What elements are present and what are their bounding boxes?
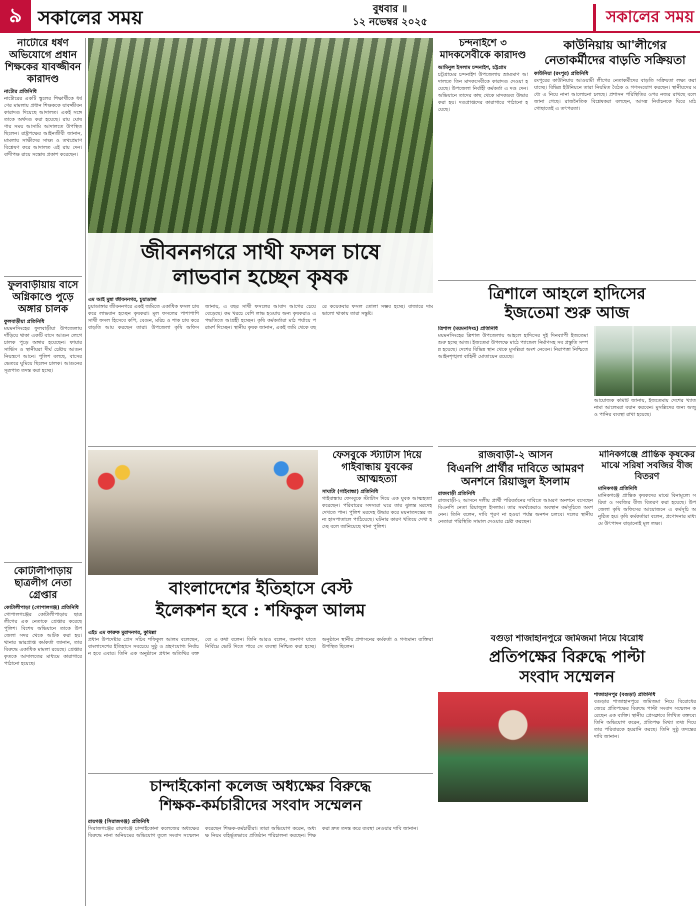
divider	[438, 280, 696, 281]
story-body: গোপালগঞ্জের কোটালীপাড়ায় ছাত্রলীগের এক নেতাকে গ্রেপ্তার করেছে পুলিশ। বিশেষ অভিযানে তাকে উপজেলা সদর থেকে আটক করা হয়। থানার ভারপ্রাপ্ত কর্মকর্তা জানান, তার বিরুদ্ধে একাধিক মামলা রয়েছে। গ্রেপ্তারকৃতকে আদালতের মাধ্যমে কারাগারে পাঠানো হয়েছে।	[4, 612, 82, 667]
dateline	[300, 3, 480, 29]
trishal-side-text: আয়োজক কমিটি জানায়, ইজতেমায় দেশের খ্যাতনামা আলেমরা বয়ান করবেন। মুসল্লিদের জন্য অজু ও পানির ব্যবস্থা রাখা হয়েছে।	[594, 398, 696, 418]
byline: রায়গঞ্জ (সিরাজগঞ্জ) প্রতিনিধি	[88, 819, 150, 825]
headline-line2: সংবাদ সম্মেলন	[519, 667, 615, 686]
story-body: নাটোরের একটি স্কুলের শিক্ষার্থীকে ধর্ষণের মামলায় প্রধান শিক্ষককে যাবজ্জীবন কারাদণ্ড দিয়েছে আদালত। একই সঙ্গে তাকে অর্থদণ্ড করা হয়েছে। রায় ঘোষণার সময় আসামি আদালতে উপস্থিত ছিলেন। রাষ্ট্রপক্ষের আইনজীবী জানান, মামলায় সাক্ষীদের সাক্ষ্য ও তথ্যপ্রমাণ বিশ্লেষণ করে আদালত এই রায় দেন। বাদীপক্ষ রায়ে সন্তোষ প্রকাশ করেছেন।	[4, 96, 82, 158]
headline: ফুলবাড়ীয়ায় বাসে অগ্নিকাণ্ডে পুড়ে অঙ্গার চালক	[7, 280, 79, 315]
divider	[4, 276, 82, 277]
page-number: ৯	[0, 0, 31, 31]
byline: এইচ এম ফারুক মুরাদনগর, কুমিল্লা	[88, 630, 157, 636]
column-rule	[85, 38, 86, 906]
story-chandanaish	[438, 38, 528, 276]
divider	[88, 446, 433, 447]
divider	[4, 562, 82, 563]
headline: কাউনিয়ায় আ'লীগের নেতাকর্মীদের বাড়তি সক্রিয়তা	[544, 38, 686, 67]
shafiqul-photo	[88, 450, 318, 575]
story-body: মানিকগঞ্জে প্রান্তিক কৃষকদের মাঝে বিনামূল্যে সরিষা ও সবজির বীজ বিতরণ করা হয়েছে। উপজেলা কৃষি অফিসের আয়োজনে এ কর্মসূচি অনুষ্ঠিত হয়। কৃষি কর্মকর্তারা বলেন, প্রণোদনার মাধ্যমে উৎপাদন বাড়ানোই মূল লক্ষ্য।	[598, 493, 696, 527]
headline: চন্দনাইশে ৩ মাদকসেবীকে কারাদণ্ড	[439, 38, 527, 61]
story-rajbari	[438, 450, 593, 630]
story-trishal	[438, 284, 696, 444]
headline: মানিকগঞ্জে প্রান্তিক কৃষকের মাঝে সরিষা সবজির বীজ বিতরণ	[599, 450, 695, 482]
byline: রাজবাড়ী প্রতিনিধি	[438, 491, 476, 497]
story-kaunia	[534, 38, 696, 276]
bogura-photo	[438, 692, 588, 802]
bogura-text	[594, 692, 696, 904]
story-body: সিরাজগঞ্জের রায়গঞ্জে চান্দাইকোনা কলেজের অধ্যক্ষের বিরুদ্ধে নানা অনিয়মের অভিযোগ তুলে সংবাদ সম্মেলন করেছেন শিক্ষক-কর্মচারীরা। তারা অভিযোগ করেন, অধ্যক্ষ নিয়ম বহির্ভূতভাবে প্রতিষ্ঠান পরিচালনা করছেন। শিক্ষকরা দ্রুত তদন্ত করে ব্যবস্থা নেওয়ার দাবি জানান।	[88, 826, 419, 839]
lead-body	[88, 297, 433, 443]
story-body: রাজবাড়ী-২ আসনে দলীয় প্রার্থী পরিবর্তনের দাবিতে আমরণ অনশনে বসেছেন বিএনপি নেতা রিয়াজুল ইসলাম। তার সমর্থকেরাও অবস্থান কর্মসূচিতে অংশ নেন। তিনি বলেন, দাবি পূরণ না হওয়া পর্যন্ত অনশন চলবে। দলের স্থানীয় নেতারা পরিস্থিতি সামাল দেওয়ার চেষ্টা করছেন।	[438, 498, 593, 525]
shafiqul-headline	[88, 578, 433, 626]
byline: শাজাহানপুর (বগুড়া) প্রতিনিধি	[594, 692, 656, 698]
lead-photo	[88, 38, 433, 293]
story-body: বগুড়ার শাজাহানপুরে জমিজমা নিয়ে বিরোধের জেরে প্রতিপক্ষের বিরুদ্ধে পাল্টা সংবাদ সম্মেলন করেছেন এক ব্যক্তি। স্থানীয় প্রেসক্লাবে লিখিত বক্তব্যে তিনি অভিযোগ করেন, প্রতিপক্ষ মিথ্যা তথ্য দিয়ে তার পরিবারকে হয়রানি করছে। তিনি সুষ্ঠু তদন্তের দাবি জানান।	[594, 699, 696, 740]
masthead-left: সকালের সময়	[38, 7, 143, 29]
headline-line1: বাংলাদেশের ইতিহাসে বেস্ট	[168, 579, 353, 599]
headline-line2: ইজতেমা শুরু আজ	[504, 303, 630, 322]
headline-line2: বিএনপি প্রার্থীর দাবিতে আমরণ	[447, 462, 584, 475]
headline-line1: চান্দাইকোনা কলেজ অধ্যক্ষের বিরুদ্ধে	[150, 777, 371, 795]
page-header	[0, 0, 700, 33]
story-kotalipara	[4, 566, 82, 906]
story-body: ময়মনসিংহের ত্রিশাল উপজেলায় আহলে হাদিসের দুই দিনব্যাপী ইজতেমা শুরু হচ্ছে আজ। ইজতেমা উপলক্ষে মাঠে প্যান্ডেল নির্মাণসহ সব প্রস্তুতি সম্পন্ন হয়েছে। দেশের বিভিন্ন স্থান থেকে মুসল্লিরা অংশ নেবেন। নিরাপত্তা নিশ্চিতে আইনশৃঙ্খলা বাহিনী মোতায়েন রয়েছে।	[438, 333, 588, 360]
date-label: ১২ নভেম্বর ২০২৫	[352, 17, 428, 28]
byline: আমিনুল ইসলাম চন্দনাইশ, চট্টগ্রাম	[438, 65, 507, 71]
headline-line2: শিক্ষক-কর্মচারীদের সংবাদ সম্মেলন	[159, 796, 362, 814]
headline: ফেসবুকে স্ট্যাটাস দিয়ে গাইবান্ধায় যুবকের আত্মহত্যা	[332, 450, 422, 485]
byline: কোটালীপাড়া (গোপালগঞ্জ) প্রতিনিধি	[4, 605, 79, 611]
headline-line2: ইলেকশন হবে : শফিকুল আলম	[155, 601, 366, 621]
divider	[88, 773, 433, 774]
shafiqul-body	[88, 630, 433, 770]
story-body: রংপুরের কাউনিয়ায় আওয়ামী লীগের নেতাকর্মীদের বাড়তি সক্রিয়তা লক্ষ্য করা যাচ্ছে। বিভিন্ন ইউনিয়নে তারা নিয়মিত বৈঠক ও গণসংযোগ করছেন। স্থানীয়দের মধ্যে এ নিয়ে নানা আলোচনা চলছে। প্রশাসন পরিস্থিতির ওপর নজর রাখছে বলে জানা গেছে। রাজনৈতিক বিশ্লেষকরা বলছেন, আসন্ন নির্বাচনকে ঘিরে মাঠ গোছাতেই এ তৎপরতা।	[534, 78, 696, 112]
story-body: চুয়াডাঙ্গার জীবননগরে একই জমিতে একাধিক ফসল চাষ করে লাভবান হচ্ছেন কৃষকরা। মূল ফসলের পাশাপাশি সাথী ফসল হিসেবে কপি, বেগুন, মরিচ ও শাক চাষ করে বাড়তি আয় করছেন তারা। উপজেলা কৃষি অফিস জানায়, এ বছর সাথী ফসলের আবাদ আগের চেয়ে বেড়েছে। কম খরচে বেশি লাভ হওয়ায় অন্য কৃষকরাও এ পদ্ধতিতে আগ্রহী হচ্ছেন। কৃষি কর্মকর্তারা মাঠ পর্যায়ে পরামর্শ দিচ্ছেন। স্থানীয় কৃষক জানান, একই জমি থেকে বছরে কয়েকবার ফসল তোলা সম্ভব হচ্ছে। বাজারে দাম ভালো থাকায় তারা সন্তুষ্ট।	[88, 304, 433, 331]
story-fulbari	[4, 280, 82, 558]
trishal-text	[438, 326, 588, 441]
story-natore	[4, 38, 82, 274]
divider	[438, 446, 696, 447]
story-body: চট্টগ্রামের চন্দনাইশ উপজেলায় ভ্রাম্যমাণ আদালতে তিন মাদকসেবীকে কারাদণ্ড দেওয়া হয়েছে। উপজেলা নির্বাহী কর্মকর্তা এ দণ্ড দেন। অভিযানে তাদের কাছ থেকে মাদকদ্রব্য উদ্ধার করা হয়। দণ্ডপ্রাপ্তদের কারাগারে পাঠানো হয়েছে।	[438, 72, 528, 113]
headline: নাটোরে ধর্ষণ অভিযোগে প্রধান শিক্ষকের যাবজ্জীবন কারাদণ্ড	[5, 38, 81, 85]
headline-line1: জীবননগরে সাথী ফসল চাষে	[140, 239, 381, 264]
byline: কাউনিয়া (রংপুর) প্রতিনিধি	[534, 71, 589, 77]
headline: কোটালীপাড়ায় ছাত্রলীগ নেতা গ্রেপ্তার	[13, 566, 73, 601]
story-body: গাইবান্ধায় ফেসবুকে স্ট্যাটাস দিয়ে এক যুবক আত্মহত্যা করেছেন। পরিবারের সদস্যরা ঘরে তার ঝুলন্ত মরদেহ দেখতে পান। পুলিশ মরদেহ উদ্ধার করে ময়নাতদন্তের জন্য হাসপাতালে পাঠিয়েছে। ঘটনার কারণ খতিয়ে দেখা হচ্ছে বলে জানিয়েছে থানা পুলিশ।	[322, 496, 432, 530]
story-manikganj	[598, 450, 696, 630]
headline-line2: লাভবান হচ্ছেন কৃষক	[172, 264, 349, 289]
byline: ত্রিশাল (ময়মনসিংহ) প্রতিনিধি	[438, 326, 498, 332]
kicker: বগুড়া শাজাহানপুরে জমিজমা নিয়ে বিরোধ	[490, 634, 644, 644]
headline-line3: অনশনে রিয়াজুল ইসলাম	[461, 475, 570, 488]
story-chandaikona	[88, 777, 433, 906]
byline: এম আই মুন্না জীবননগর, চুয়াডাঙ্গা	[88, 297, 157, 303]
lead-headline-panel	[88, 233, 433, 293]
story-bogura	[438, 634, 696, 906]
trishal-photo	[594, 326, 696, 396]
story-body: ময়মনসিংহের ফুলবাড়ীয়া উপজেলায় দাঁড়িয়ে থাকা একটি বাসে আগুন লেগে চালক পুড়ে অঙ্গার হয়েছেন। ফায়ার সার্ভিস ও স্থানীয়রা দীর্ঘ চেষ্টায় আগুন নিয়ন্ত্রণে আনে। পুলিশ বলছে, বাসের ভেতরে ঘুমিয়ে ছিলেন চালক। আগুনের সূত্রপাত তদন্ত করা হচ্ছে।	[4, 326, 82, 374]
headline-line1: রাজবাড়ী-২ আসন	[478, 450, 553, 461]
story-body: প্রধান উপদেষ্টার প্রেস সচিব শফিকুল আলম বলেছেন, বাংলাদেশের ইতিহাসে সবচেয়ে সুষ্ঠু ও গ্রহণযোগ্য নির্বাচন হবে এবার। তিনি এক অনুষ্ঠানে প্রধান অতিথির বক্তব্যে এ কথা বলেন। তিনি আরও বলেন, জনগণ যাতে নির্বিঘ্নে ভোট দিতে পারে সে ব্যবস্থা নিশ্চিত করা হচ্ছে। অনুষ্ঠানে স্থানীয় প্রশাসনের কর্মকর্তা ও গণ্যমান্য ব্যক্তিরা উপস্থিত ছিলেন।	[88, 637, 433, 657]
byline: সাঘাটা (গাইবান্ধা) প্রতিনিধি	[322, 489, 379, 495]
headline-line1: ত্রিশালে আহলে হাদিসের	[488, 284, 646, 303]
byline: ফুলবাড়ীয়া প্রতিনিধি	[4, 319, 45, 325]
byline: নাটোর প্রতিনিধি	[4, 89, 37, 95]
masthead-right: সকালের সময়	[593, 4, 694, 31]
headline-line1: প্রতিপক্ষের বিরুদ্ধে পাল্টা	[488, 647, 646, 666]
day-label: বুধবার ॥	[372, 4, 408, 15]
byline: মানিকগঞ্জ প্রতিনিধি	[598, 486, 637, 492]
